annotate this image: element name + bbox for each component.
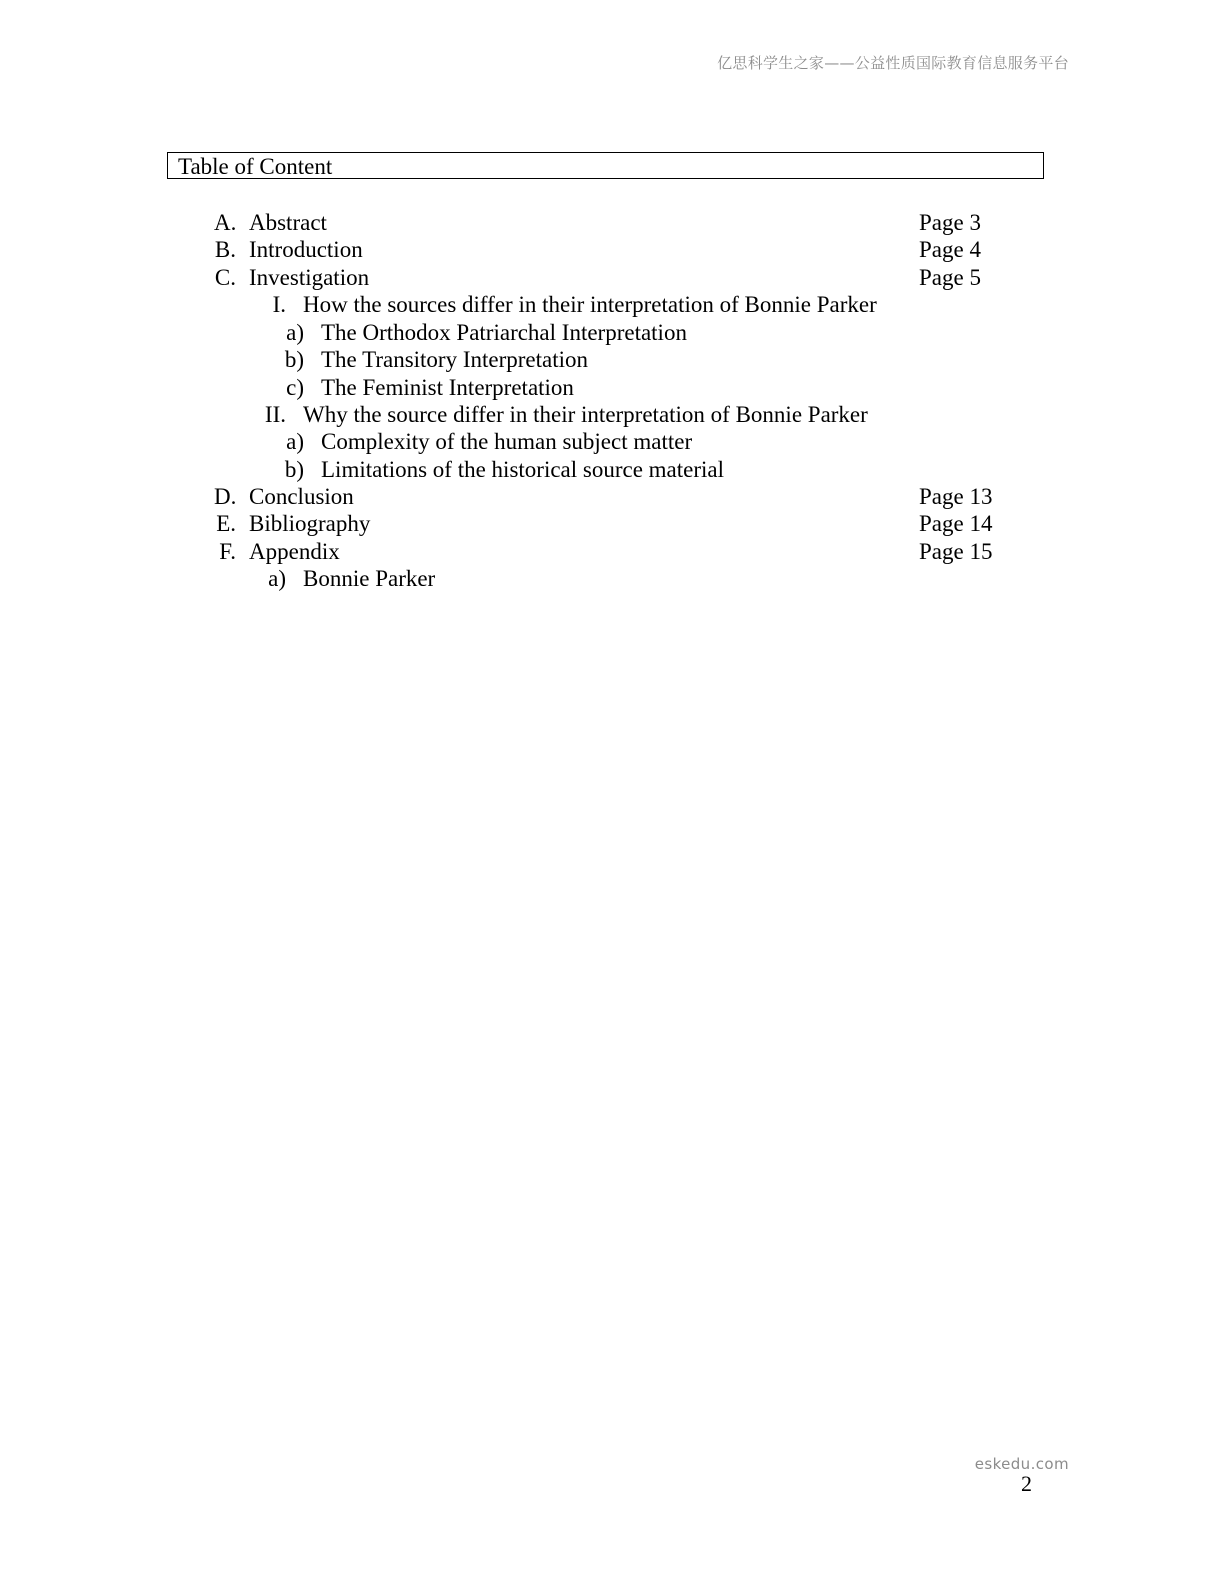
toc-entry-bibliography	[214, 510, 370, 537]
toc-entry-introduction	[214, 236, 363, 263]
toc-label: The Orthodox Patriarchal Interpretation	[321, 320, 687, 345]
toc-label: Investigation	[249, 265, 370, 290]
toc-subentry-why-source-differ	[258, 401, 868, 428]
toc-entry-conclusion	[214, 483, 354, 510]
toc-label: Why the source differ in their interpretation of Bonnie Parker	[303, 402, 868, 427]
toc-label: Bonnie Parker	[303, 566, 436, 591]
toc-marker: a)	[286, 429, 304, 454]
toc-page-investigation: Page 5	[919, 265, 981, 290]
toc-subentry-how-sources-differ	[258, 291, 877, 318]
toc-subsubentry-orthodox	[284, 319, 687, 346]
toc-page-bibliography: Page 14	[919, 511, 993, 536]
toc-marker: b)	[284, 347, 304, 372]
toc-page-conclusion: Page 13	[919, 484, 993, 509]
toc-page-appendix: Page 15	[919, 539, 993, 564]
toc-label: Conclusion	[249, 484, 354, 509]
toc-label: Abstract	[249, 210, 327, 235]
toc-marker: A.	[214, 210, 237, 235]
toc-marker: F.	[219, 539, 236, 564]
toc-label: Complexity of the human subject matter	[321, 429, 693, 454]
toc-marker: I.	[272, 292, 286, 317]
toc-marker: D.	[214, 484, 237, 509]
page-number: 2	[1021, 1471, 1032, 1496]
toc-page-introduction: Page 4	[919, 237, 981, 262]
toc-label: How the sources differ in their interpretation of Bonnie Parker	[303, 292, 877, 317]
toc-subsubentry-limitations	[284, 456, 724, 483]
toc-marker: C.	[214, 265, 236, 290]
toc-marker: b)	[284, 457, 304, 482]
toc-label: The Transitory Interpretation	[321, 347, 589, 372]
toc-entry-abstract	[214, 209, 327, 236]
toc-label: Appendix	[249, 539, 340, 564]
toc-subsubentry-transitory	[284, 346, 588, 373]
toc-marker: c)	[286, 375, 304, 400]
toc-label: The Feminist Interpretation	[321, 375, 574, 400]
toc-marker: B.	[214, 237, 236, 262]
toc-title-box	[167, 152, 1044, 179]
toc-label: Introduction	[249, 237, 363, 262]
toc-label: Limitations of the historical source material	[321, 457, 725, 482]
footer-site-watermark: eskedu.com	[974, 1455, 1069, 1473]
toc-label: Bibliography	[249, 511, 371, 536]
toc-marker: a)	[286, 320, 304, 345]
toc-marker: a)	[268, 566, 286, 591]
toc-entry-investigation	[214, 264, 369, 291]
header-watermark: 亿思科学生之家——公益性质国际教育信息服务平台	[717, 54, 1069, 72]
toc-page-abstract: Page 3	[919, 210, 981, 235]
toc-entry-appendix	[214, 538, 340, 565]
toc-marker: II.	[264, 402, 286, 427]
toc-subsubentry-feminist	[284, 374, 574, 401]
toc-subsubentry-complexity	[284, 428, 692, 455]
toc-marker: E.	[216, 511, 236, 536]
toc-title: Table of Content	[178, 154, 333, 179]
toc-subentry-bonnie-parker	[266, 565, 435, 592]
